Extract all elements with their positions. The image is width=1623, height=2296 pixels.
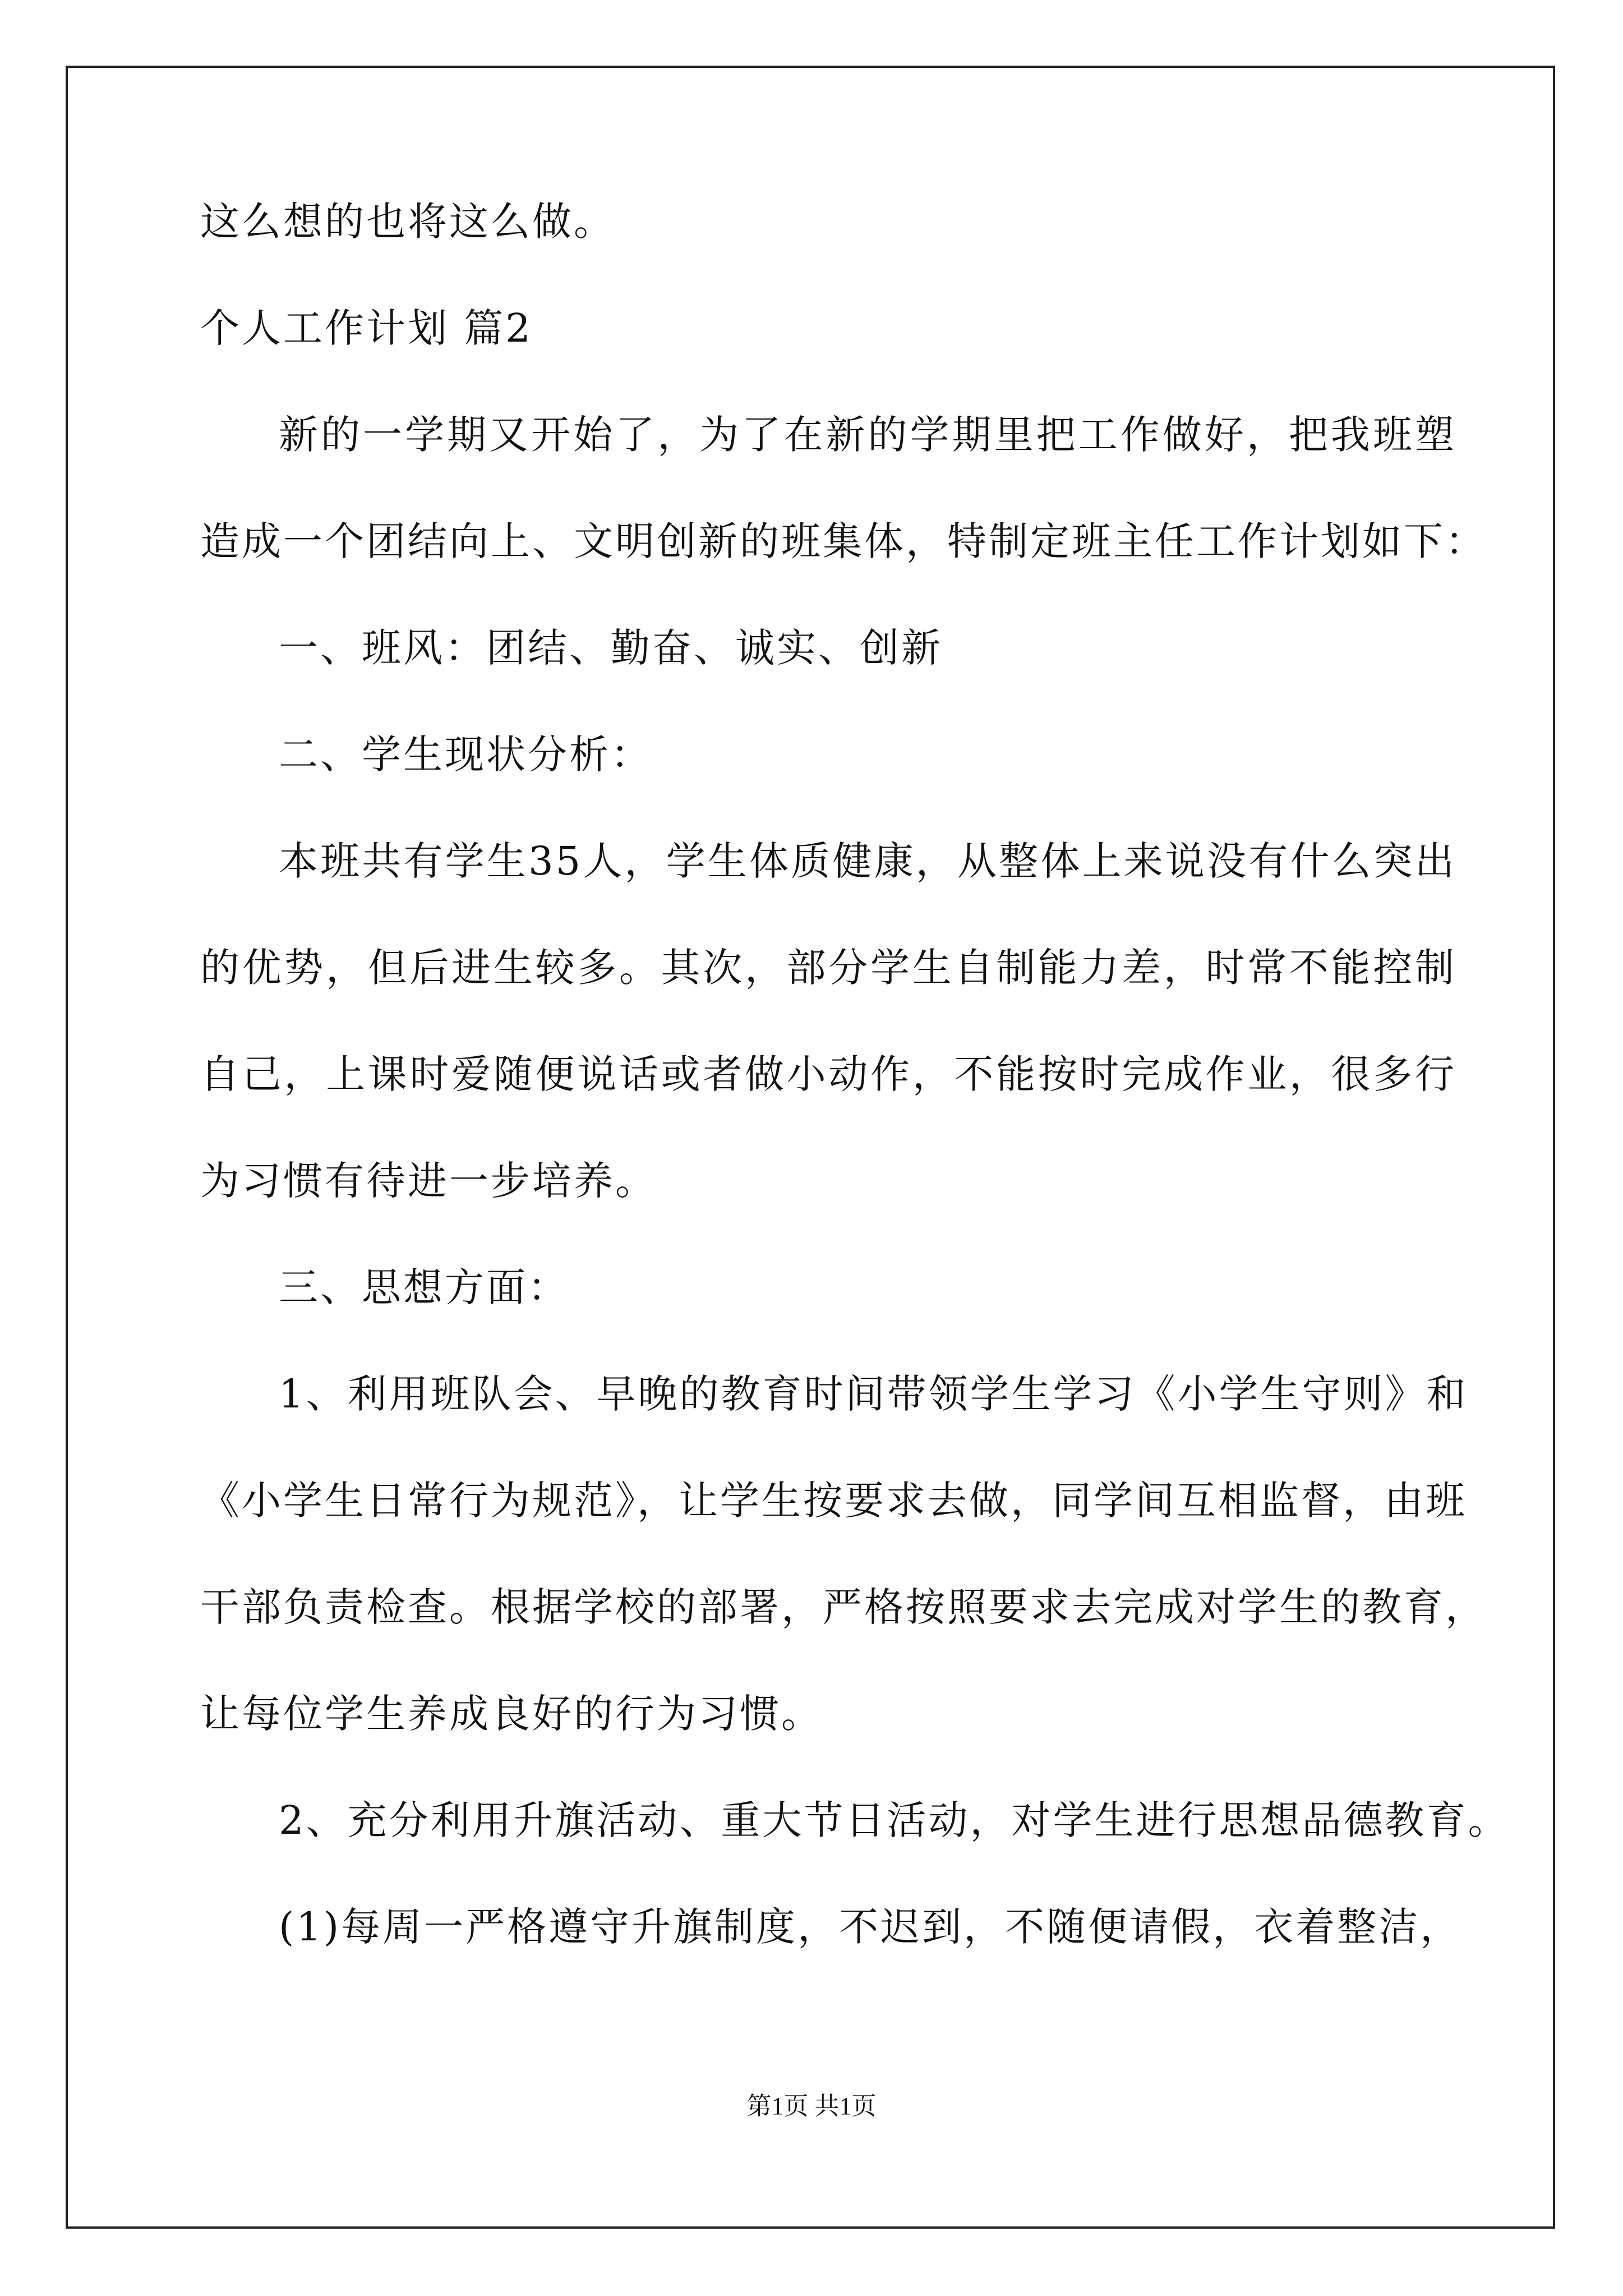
text-line: 为习惯有待进一步培养。 (200, 1158, 657, 1204)
text-line: 二、学生现状分析： (279, 731, 652, 777)
text-line: 《小学生日常行为规范》，让学生按要求去做，同学间互相监督，由班 (200, 1478, 1467, 1524)
text-line: (1)每周一严格遵守升旗制度，不迟到，不随便请假，衣着整洁， (279, 1904, 1462, 1950)
text-line: 本班共有学生35人，学生体质健康，从整体上来说没有什么突出 (279, 838, 1456, 884)
text-line: 这么想的也将这么做。 (200, 199, 615, 245)
text-line: 一、班风：团结、勤奋、诚实、创新 (279, 625, 943, 671)
text-line: 造成一个团结向上、文明创新的班集体，特制定班主任工作计划如下： (200, 518, 1487, 564)
text-line: 2、充分利用升旗活动、重大节日活动，对学生进行思想品德教育。 (279, 1797, 1510, 1843)
section-heading: 个人工作计划 篇2 (200, 305, 533, 351)
text-line: 干部负责检查。根据学校的部署，严格按照要求去完成对学生的教育， (200, 1584, 1487, 1630)
page-number-footer: 第1页 共1页 (746, 2092, 877, 2120)
text-line: 让每位学生养成良好的行为习惯。 (200, 1691, 823, 1737)
text-line: 1、利用班队会、早晚的教育时间带领学生学习《小学生守则》和 (279, 1371, 1468, 1417)
text-line: 的优势，但后进生较多。其次，部分学生自制能力差，时常不能控制 (200, 945, 1456, 991)
text-line: 三、思想方面： (279, 1264, 569, 1310)
text-line: 新的一学期又开始了，为了在新的学期里把工作做好，把我班塑 (279, 412, 1456, 458)
text-line: 自己，上课时爱随便说话或者做小动作，不能按时完成作业，很多行 (200, 1051, 1456, 1097)
